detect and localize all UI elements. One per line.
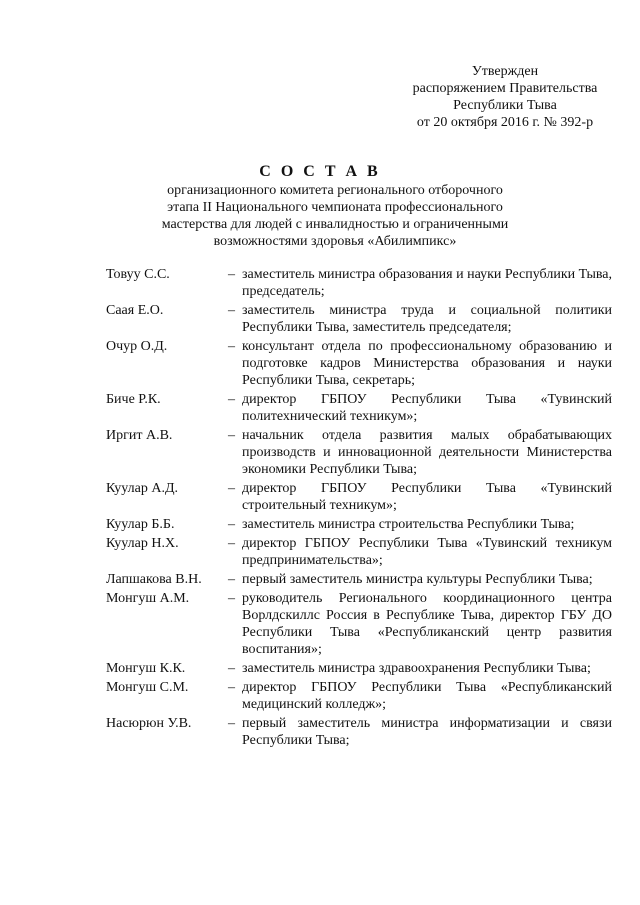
member-row (106, 427, 612, 478)
approval-block (400, 63, 610, 131)
member-position: директор ГБПОУ Республики Тыва «Тувинский техникум предпринимательства»; (242, 536, 612, 568)
member-position: консультант отдела по профессиональному образованию и подготовке кадров Министерства образования и науки Республики Тыва, секретарь; (242, 339, 612, 388)
member-name: Иргит А.В. (106, 428, 173, 443)
document-subtitle (120, 182, 550, 250)
member-dash: – (228, 428, 235, 443)
member-row (106, 266, 612, 300)
member-row (106, 535, 612, 569)
member-row (106, 679, 612, 713)
member-dash: – (228, 267, 235, 282)
members-list (106, 266, 612, 751)
member-name: Лапшакова В.Н. (106, 572, 202, 587)
member-dash: – (228, 392, 235, 407)
approval-line: от 20 октября 2016 г. № 392-р (416, 115, 594, 130)
member-position: заместитель министра строительства Республики Тыва; (242, 517, 575, 532)
member-dash: – (228, 680, 235, 695)
member-position: руководитель Регионального координационного центра Ворлдскиллс Россия в Республике Тыва, директор ГБУ ДО Республики Тыва «Республиканский центр развития воспитания»; (242, 591, 612, 657)
member-position: заместитель министра здравоохранения Республики Тыва; (242, 661, 591, 676)
member-name: Монгуш А.М. (106, 591, 190, 606)
member-position: начальник отдела развития малых обрабатывающих производств и инновационной деятельности Министерства экономики Республики Тыва; (242, 428, 612, 477)
member-position: директор ГБПОУ Республики Тыва «Тувинский строительный техникум»; (242, 481, 612, 513)
member-dash: – (228, 536, 235, 551)
approval-line: распоряжением Правительства (412, 81, 598, 96)
member-row (106, 302, 612, 336)
document-title: С О С Т А В (259, 163, 381, 180)
member-dash: – (228, 481, 235, 496)
member-row (106, 715, 612, 749)
member-dash: – (228, 572, 235, 587)
subtitle-line: этапа II Национального чемпионата профессионального (167, 200, 503, 215)
member-position: директор ГБПОУ Республики Тыва «Республиканский медицинский колледж»; (242, 680, 612, 712)
member-row (106, 516, 612, 533)
member-position: директор ГБПОУ Республики Тыва «Тувинский политехнический техникум»; (242, 392, 612, 424)
member-position: первый заместитель министра культуры Республики Тыва; (242, 572, 593, 587)
subtitle-line: возможностями здоровья «Абилимпикс» (213, 234, 457, 249)
member-position: заместитель министра труда и социальной политики Республики Тыва, заместитель председателя; (242, 303, 612, 335)
member-row (106, 480, 612, 514)
member-position: первый заместитель министра информатизации и связи Республики Тыва; (242, 716, 612, 748)
member-dash: – (228, 716, 235, 731)
member-name: Очур О.Д. (106, 339, 168, 354)
member-name: Куулар Б.Б. (106, 517, 175, 532)
approval-line: Республики Тыва (453, 98, 557, 113)
member-dash: – (228, 591, 235, 606)
member-dash: – (228, 339, 235, 354)
member-name: Куулар А.Д. (106, 481, 179, 496)
member-name: Монгуш К.К. (106, 661, 186, 676)
member-row (106, 571, 612, 588)
member-name: Куулар Н.Х. (106, 536, 179, 551)
member-row (106, 391, 612, 425)
member-name: Биче Р.К. (106, 392, 161, 407)
member-row (106, 660, 612, 677)
member-name: Монгуш С.М. (106, 680, 189, 695)
member-name: Насюрюн У.В. (106, 716, 192, 731)
subtitle-line: мастерства для людей с инвалидностью и ограниченными (161, 217, 509, 232)
member-dash: – (228, 303, 235, 318)
member-name: Товуу С.С. (106, 267, 170, 282)
member-name: Саая Е.О. (106, 303, 164, 318)
member-dash: – (228, 661, 235, 676)
member-row (106, 590, 612, 658)
member-dash: – (228, 517, 235, 532)
member-row (106, 338, 612, 389)
member-position: заместитель министра образования и науки Республики Тыва, председатель; (242, 267, 613, 299)
subtitle-line: организационного комитета регионального отборочного (167, 183, 503, 198)
approval-line: Утвержден (471, 64, 539, 79)
